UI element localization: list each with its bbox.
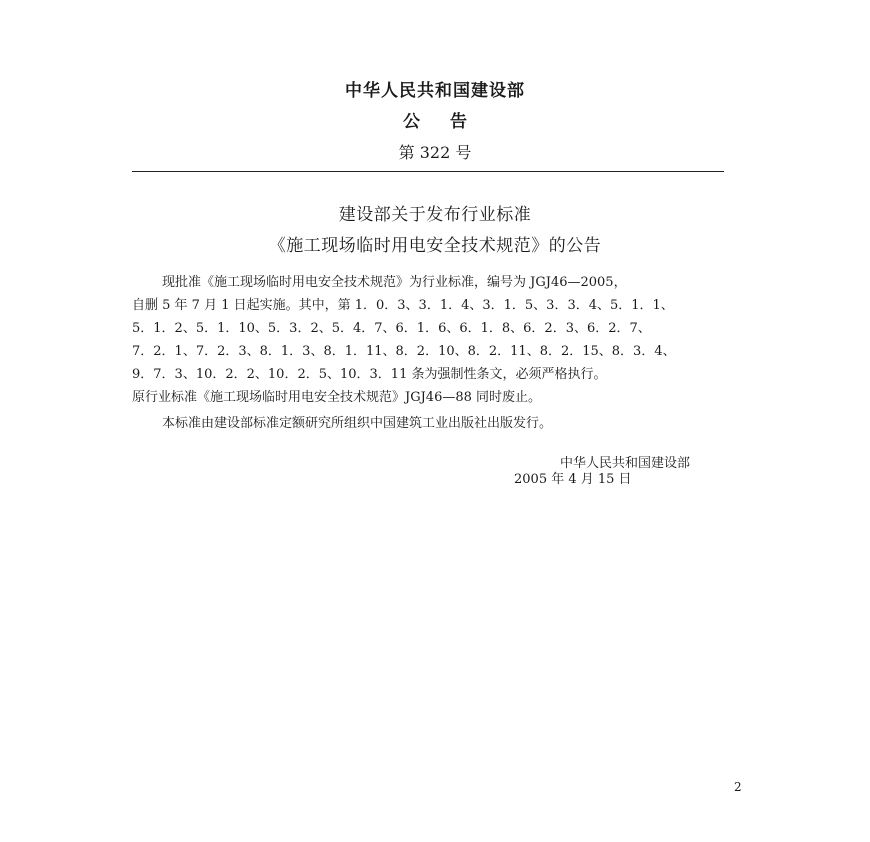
body-text-line: 本标准由建设部标准定额研究所组织中国建筑工业出版社出版发行。 <box>162 416 553 431</box>
header-divider <box>132 171 724 172</box>
page-number: 2 <box>734 780 742 794</box>
body-text-line: 5．1．2、5．1．10、5．3．2、5．4．7、6．1．6、6．1．8、6．2．3、6．2．7、 <box>132 321 651 336</box>
announcement-heading-line-1: 建设部关于发布行业标准 <box>338 205 532 225</box>
body-text-line: 9．7．3、10．2．2、10．2．5、10．3．11 条为强制性条文，必须严格执行。 <box>132 367 607 382</box>
signature-organization: 中华人民共和国建设部 <box>560 456 691 471</box>
signature-date: 2005 年 4 月 15 日 <box>514 472 632 487</box>
body-text-line: 原行业标准《施工现场临时用电安全技术规范》JGJ46—88 同时废止。 <box>132 390 542 405</box>
body-text-line: 现批准《施工现场临时用电安全技术规范》为行业标准，编号为 JGJ46—2005， <box>162 275 627 290</box>
body-text-line: 自删 5 年 7 月 1 日起实施。其中，第 1．0．3、3．1．4、3．1．5、3．3．4、5．1．1、 <box>132 298 674 313</box>
issuer-name: 中华人民共和国建设部 <box>345 81 525 101</box>
notice-title: 公告 <box>403 112 497 132</box>
announcement-heading-line-2: 《施工现场临时用电安全技术规范》的公告 <box>268 236 602 256</box>
notice-number: 第 322 号 <box>398 143 472 162</box>
body-text-line: 7．2．1、7．2．3、8．1．3、8．1．11、8．2．10、8．2．11、8．2．15、8．3．4、 <box>132 344 676 359</box>
